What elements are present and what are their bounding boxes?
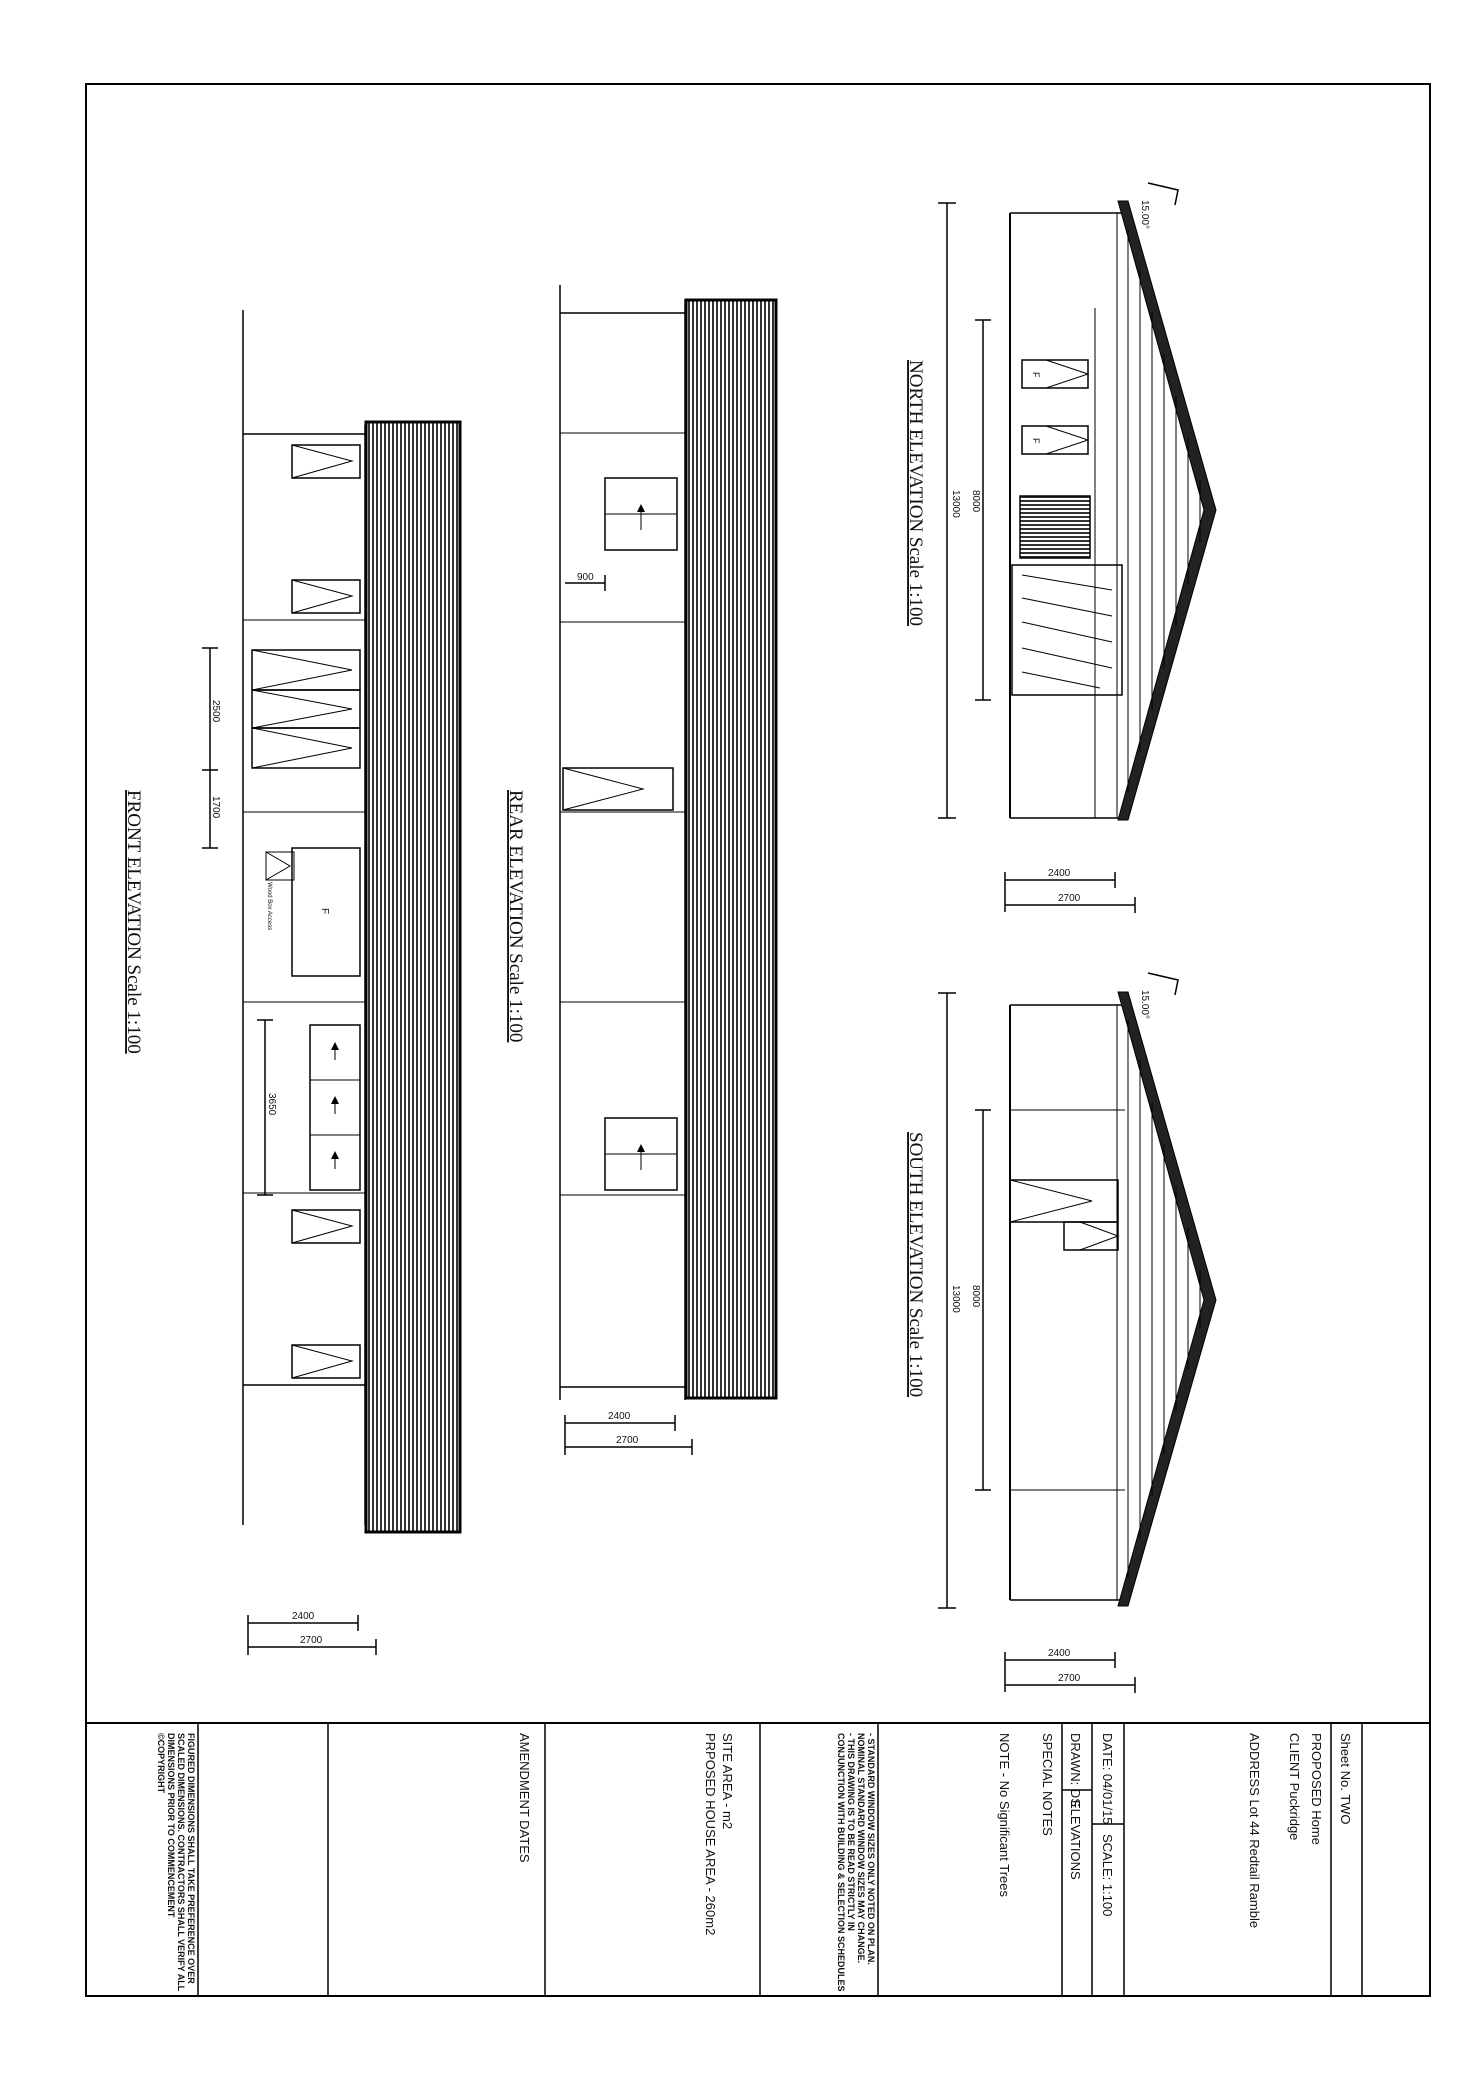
south-dim-2700: 2700 bbox=[1058, 1673, 1081, 1684]
date-label: DATE: 04/01/15 bbox=[1100, 1733, 1115, 1825]
front-dim-2700: 2700 bbox=[300, 1635, 323, 1646]
north-elevation bbox=[938, 183, 1216, 913]
rear-dim-2700: 2700 bbox=[616, 1435, 639, 1446]
figured-dims-note-2: SCALED DIMENSIONS. CONTRACTORS SHALL VERIFY ALL bbox=[176, 1733, 186, 1992]
rear-elevation-title: REAR ELEVATION Scale 1:100 bbox=[505, 790, 526, 1043]
note-label: NOTE - No Significant Trees bbox=[997, 1733, 1012, 1897]
scale-label: SCALE: 1:100 bbox=[1100, 1834, 1115, 1917]
front-wood-box-label: Wood Box Access bbox=[266, 882, 272, 931]
south-gable-roof bbox=[1118, 992, 1216, 1606]
north-vent bbox=[1020, 496, 1090, 558]
south-dim-13000: 13000 bbox=[950, 1285, 961, 1313]
front-roof bbox=[366, 422, 460, 1532]
front-window-bank-1 bbox=[252, 650, 360, 690]
south-roof-pitch: 15.00° bbox=[1139, 990, 1150, 1020]
site-area-label: SITE AREA - m2 bbox=[720, 1733, 735, 1830]
house-area-label: PRPOSED HOUSE AREA - 260m2 bbox=[703, 1733, 718, 1936]
window-note-2: NOMINAL STANDARD WINDOW SIZES MAY CHANGE. bbox=[856, 1733, 866, 1964]
copyright-label: ©COPYRIGHT bbox=[156, 1733, 166, 1794]
north-dim-8000: 8000 bbox=[970, 490, 981, 513]
north-door bbox=[1012, 565, 1122, 695]
north-dim-2400: 2400 bbox=[1048, 868, 1071, 879]
front-dim-2500: 2500 bbox=[210, 700, 221, 723]
front-elevation bbox=[202, 310, 460, 1655]
rear-roof bbox=[686, 300, 776, 1398]
south-window-awning bbox=[1010, 1180, 1118, 1222]
amendment-dates-label: AMENDMENT DATES bbox=[517, 1733, 532, 1863]
figured-dims-note-1: FIGURED DIMENSIONS SHALL TAKE PREFERENCE OVER bbox=[186, 1733, 196, 1984]
sheet-type-label: ELEVATIONS bbox=[1068, 1800, 1083, 1880]
window-note-4: CONJUNCTION WITH BUILDING & SELECTION SCHEDULES bbox=[836, 1733, 846, 1992]
south-dim-2400: 2400 bbox=[1048, 1648, 1071, 1659]
window-note-1: - STANDARD WINDOW SIZES ONLY NOTED ON PLAN. bbox=[866, 1733, 876, 1965]
front-dim-2400: 2400 bbox=[292, 1611, 315, 1622]
drawn-label: DRAWN: DS bbox=[1068, 1733, 1083, 1807]
proposed-label: PROPOSED Home bbox=[1309, 1733, 1324, 1845]
front-window-bank-2 bbox=[252, 690, 360, 728]
rear-elevation bbox=[560, 285, 776, 1455]
window-note-3: - THIS DRAWING IS TO BE READ STRICTLY IN bbox=[846, 1733, 856, 1931]
north-elevation-title: NORTH ELEVATION Scale 1:100 bbox=[905, 360, 926, 627]
south-elevation bbox=[938, 973, 1216, 1693]
north-dim-13000: 13000 bbox=[950, 490, 961, 518]
front-dim-3650: 3650 bbox=[266, 1093, 277, 1116]
north-roof-pitch: 15.00° bbox=[1139, 200, 1150, 230]
rear-dim-2400: 2400 bbox=[608, 1411, 631, 1422]
south-elevation-title: SOUTH ELEVATION Scale 1:100 bbox=[905, 1132, 926, 1398]
north-window-label-1: F bbox=[1031, 372, 1041, 378]
sheet-no: Sheet No. TWO bbox=[1338, 1733, 1353, 1825]
north-window-label-2: F bbox=[1031, 438, 1041, 444]
front-elevation-title: FRONT ELEVATION Scale 1:100 bbox=[123, 790, 144, 1054]
north-dim-2700: 2700 bbox=[1058, 893, 1081, 904]
front-dim-1700: 1700 bbox=[210, 796, 221, 819]
figured-dims-note-3: DIMENSIONS PRIOR TO COMMENCEMENT bbox=[166, 1733, 176, 1918]
rear-dim-900: 900 bbox=[577, 572, 594, 583]
north-gable-roof bbox=[1118, 201, 1216, 820]
client-label: CLIENT Puckridge bbox=[1287, 1733, 1302, 1841]
front-window-label: F bbox=[319, 908, 330, 915]
south-dim-8000: 8000 bbox=[970, 1285, 981, 1308]
address-label: ADDRESS Lot 44 Redtail Ramble bbox=[1247, 1733, 1262, 1929]
special-notes-label: SPECIAL NOTES bbox=[1040, 1733, 1055, 1836]
title-block bbox=[198, 1723, 1362, 1996]
front-window-bank-3 bbox=[252, 728, 360, 768]
rear-window-awning bbox=[563, 768, 673, 810]
